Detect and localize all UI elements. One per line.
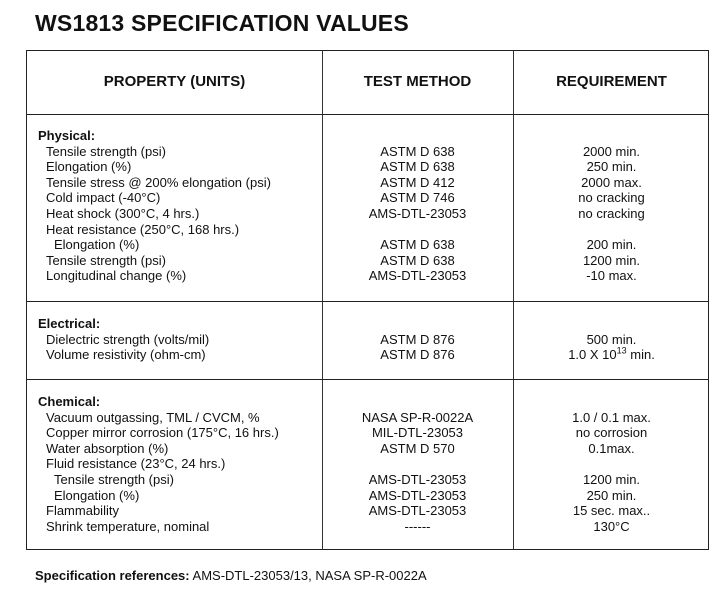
requirement-cell: 500 min. [586,331,637,347]
requirement-cell: 1200 min. [582,471,641,487]
test-method-cell: ASTM D 638 [380,159,455,175]
requirement-cell: 1.0 / 0.1 max. [572,409,651,425]
table-row [27,253,708,269]
section-label-row [27,316,708,332]
requirement-cell: 15 sec. max.. [572,503,651,519]
header-requirement: REQUIREMENT [556,73,667,90]
test-method-cell: ASTM D 638 [380,237,455,253]
table-row [27,488,708,504]
property-cell: Tensile strength (psi) [46,252,166,268]
section-label: Chemical: [38,394,101,409]
test-method-cell: ASTM D 412 [380,174,455,190]
section-chemical [27,394,708,534]
property-cell: Water absorption (%) [46,440,169,456]
section-divider [27,379,708,380]
requirement-base: 1.0 X 10 [568,347,617,363]
requirement-cell: 250 min. [586,159,637,175]
test-method-cell: NASA SP-R-0022A [361,409,474,425]
header-property: PROPERTY (UNITS) [103,73,246,90]
table-row [27,190,708,206]
table-row [27,441,708,457]
table-row [27,410,708,426]
page-title: WS1813 SPECIFICATION VALUES [35,10,409,36]
requirement-cell: 2000 min. [582,143,641,159]
property-cell: Heat shock (300°C, 4 hrs.) [46,205,200,221]
table-row [27,159,708,175]
requirement-cell: no cracking [578,205,645,221]
property-cell: Elongation (%) [46,159,132,175]
section-label-row [27,128,708,144]
table-row [27,472,708,488]
table-row [27,425,708,441]
property-cell: Tensile strength (psi) [54,471,174,487]
test-method-cell: ASTM D 570 [380,440,455,456]
requirement-cell [513,347,710,363]
property-cell: Shrink temperature, nominal [46,518,210,534]
table-row [27,456,708,472]
requirement-cell: no cracking [578,190,645,206]
test-method-cell: ASTM D 746 [380,190,455,206]
requirement-cell: 0.1max. [588,440,635,456]
test-method-cell: ASTM D 638 [380,143,455,159]
property-cell: Dielectric strength (volts/mil) [46,331,210,347]
requirement-cell: 2000 max. [581,174,642,190]
test-method-cell: AMS-DTL-23053 [368,268,467,284]
section-electrical [27,316,708,363]
test-method-cell: AMS-DTL-23053 [368,205,467,221]
header-test-method: TEST METHOD [363,73,472,90]
specification-references [35,568,427,583]
references-value: AMS-DTL-23053/13, NASA SP-R-0022A [192,568,427,583]
property-cell: Tensile stress @ 200% elongation (psi) [46,174,271,190]
spec-table [26,50,709,550]
table-row [27,222,708,238]
table-row [27,175,708,191]
table-row [27,206,708,222]
requirement-cell: 200 min. [586,237,637,253]
requirement-tail: min. [626,347,655,363]
table-row [27,347,708,363]
test-method-cell: MIL-DTL-23053 [371,425,464,441]
property-cell: Flammability [46,503,119,519]
section-label-row [27,394,708,410]
property-cell: Longitudinal change (%) [46,268,187,284]
test-method-cell: ASTM D 638 [380,252,455,268]
test-method-cell: AMS-DTL-23053 [368,487,467,503]
table-row [27,144,708,160]
requirement-exponent: 13 [616,345,627,356]
requirement-cell: 1200 min. [582,252,641,268]
property-cell: Tensile strength (psi) [46,143,166,159]
property-cell: Elongation (%) [54,237,140,253]
section-label: Electrical: [38,316,101,331]
requirement-cell: no corrosion [575,425,648,441]
test-method-cell: ASTM D 876 [380,347,455,363]
section-label: Physical: [38,128,96,143]
section-physical [27,128,708,284]
property-cell: Elongation (%) [54,487,140,503]
requirement-cell: 130°C [593,518,630,534]
table-row [27,519,708,535]
requirement-cell: -10 max. [586,268,637,284]
references-label: Specification references: [35,568,190,583]
table-row [27,237,708,253]
property-cell: Copper mirror corrosion (175°C, 16 hrs.) [46,425,279,441]
property-cell: Heat resistance (250°C, 168 hrs.) [46,221,240,237]
property-cell: Volume resistivity (ohm-cm) [46,347,206,363]
test-method-cell: ------ [404,518,431,534]
table-row [27,332,708,348]
test-method-cell: AMS-DTL-23053 [368,503,467,519]
header-divider [27,114,708,115]
test-method-cell: AMS-DTL-23053 [368,471,467,487]
test-method-cell: ASTM D 876 [380,331,455,347]
requirement-cell: 250 min. [586,487,637,503]
property-cell: Vacuum outgassing, TML / CVCM, % [46,409,260,425]
table-row [27,503,708,519]
section-divider [27,301,708,302]
property-cell: Cold impact (-40°C) [46,190,161,206]
property-cell: Fluid resistance (23°C, 24 hrs.) [46,456,226,472]
table-row [27,268,708,284]
